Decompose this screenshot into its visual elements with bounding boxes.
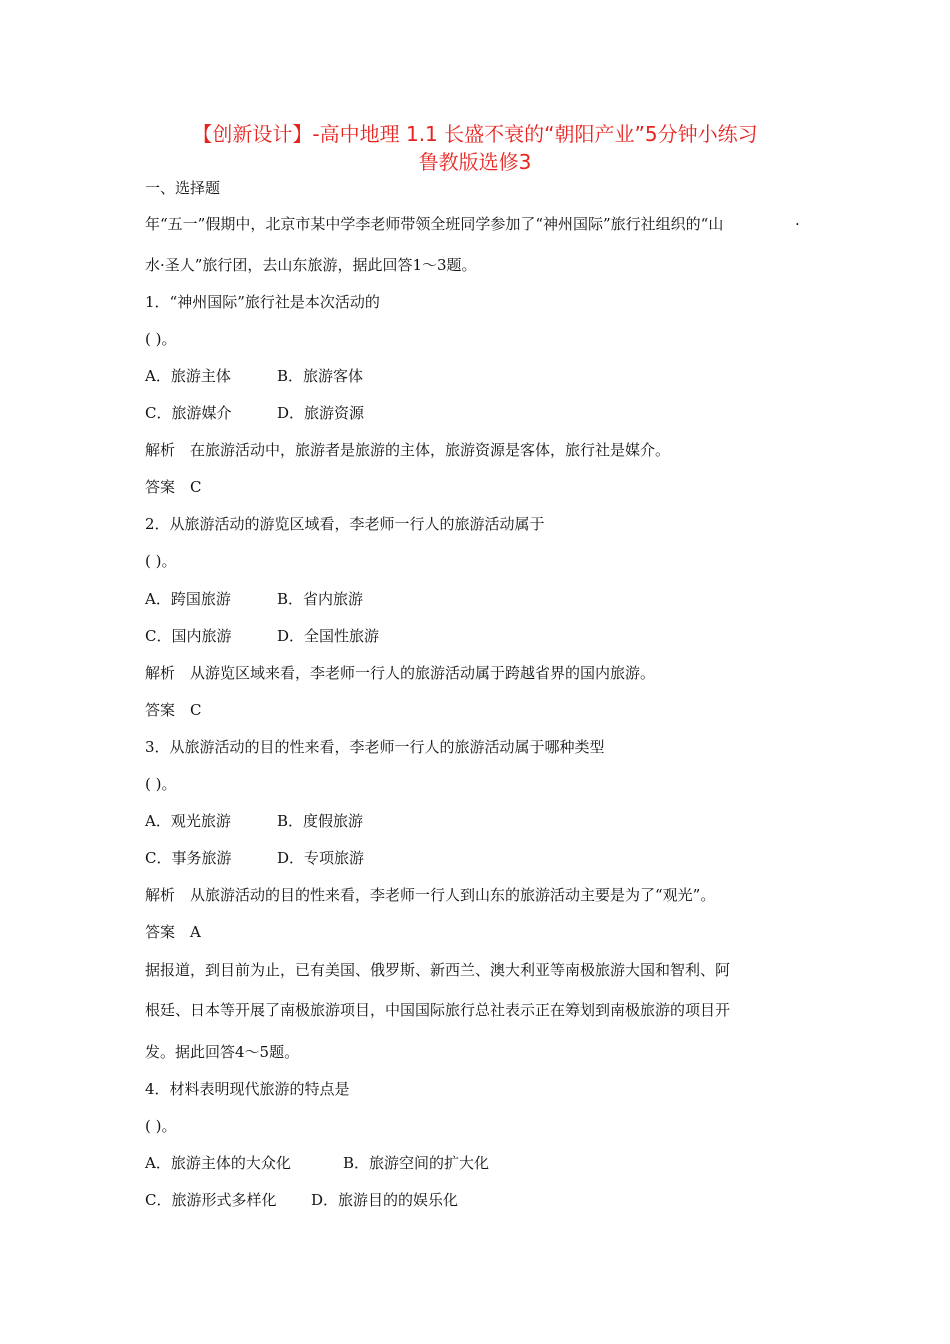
question-1-stem: 1．“神州国际”旅行社是本次活动的 — [145, 293, 380, 311]
intro-paragraph-2-line-1: 据报道，到目前为止，已有美国、俄罗斯、新西兰、澳大利亚等南极旅游大国和智利、阿 — [145, 961, 731, 979]
intro-paragraph-1-line-2: 水·圣人”旅行团，去山东旅游，据此回答1～3题。 — [145, 256, 477, 274]
intro-paragraph-2-line-2: 根廷、日本等开展了南极旅游项目，中国国际旅行总社表示正在筹划到南极旅游的项目开 — [145, 1001, 731, 1019]
title-line-1: 【创新设计】-高中地理 1.1 长盛不衰的“朝阳产业”5分钟小练习 — [192, 122, 758, 146]
intro-paragraph-1-dot: · — [795, 215, 800, 233]
section-heading: 一、选择题 — [145, 179, 221, 197]
question-3-option-a: A．观光旅游 — [145, 812, 231, 830]
question-4-stem: 4．材料表明现代旅游的特点是 — [145, 1080, 350, 1098]
question-1-blank: ( )。 — [145, 330, 177, 348]
question-4-option-d: D．旅游目的的娱乐化 — [311, 1191, 459, 1209]
question-2-option-a: A．跨国旅游 — [145, 590, 231, 608]
question-4-option-c: C．旅游形式多样化 — [145, 1191, 277, 1209]
question-2-answer: 答案 C — [145, 701, 202, 719]
question-1-analysis: 解析 在旅游活动中，旅游者是旅游的主体，旅游资源是客体，旅行社是媒介。 — [145, 441, 671, 459]
document-title — [60, 120, 890, 176]
question-3-option-b: B．度假旅游 — [277, 812, 364, 830]
question-3-stem: 3．从旅游活动的目的性来看，李老师一行人的旅游活动属于哪种类型 — [145, 738, 605, 756]
question-3-blank: ( )。 — [145, 775, 177, 793]
question-4-option-a: A．旅游主体的大众化 — [145, 1154, 291, 1172]
question-2-stem: 2．从旅游活动的游览区域看，李老师一行人的旅游活动属于 — [145, 515, 545, 533]
question-2-option-b: B．省内旅游 — [277, 590, 364, 608]
question-2-option-d: D．全国性旅游 — [277, 627, 380, 645]
question-1-option-b: B．旅游客体 — [277, 367, 364, 385]
question-4-option-b: B．旅游空间的扩大化 — [343, 1154, 490, 1172]
question-1-option-c: C．旅游媒介 — [145, 404, 232, 422]
intro-paragraph-2-line-3: 发。据此回答4～5题。 — [145, 1043, 300, 1061]
question-2-analysis: 解析 从游览区域来看，李老师一行人的旅游活动属于跨越省界的国内旅游。 — [145, 664, 656, 682]
title-line-2: 鲁教版选修3 — [418, 150, 532, 174]
question-1-option-a: A．旅游主体 — [145, 367, 231, 385]
question-2-blank: ( )。 — [145, 552, 177, 570]
question-4-blank: ( )。 — [145, 1117, 177, 1135]
question-2-option-c: C．国内旅游 — [145, 627, 232, 645]
intro-paragraph-1-line-1: 年“五一”假期中，北京市某中学李老师带领全班同学参加了“神州国际”旅行社组织的“山 — [145, 215, 724, 233]
question-3-analysis: 解析 从旅游活动的目的性来看，李老师一行人到山东的旅游活动主要是为了“观光”。 — [145, 886, 716, 904]
question-1-answer: 答案 C — [145, 478, 202, 496]
question-3-option-d: D．专项旅游 — [277, 849, 365, 867]
question-3-answer: 答案 A — [145, 923, 201, 941]
question-3-option-c: C．事务旅游 — [145, 849, 232, 867]
question-1-option-d: D．旅游资源 — [277, 404, 365, 422]
